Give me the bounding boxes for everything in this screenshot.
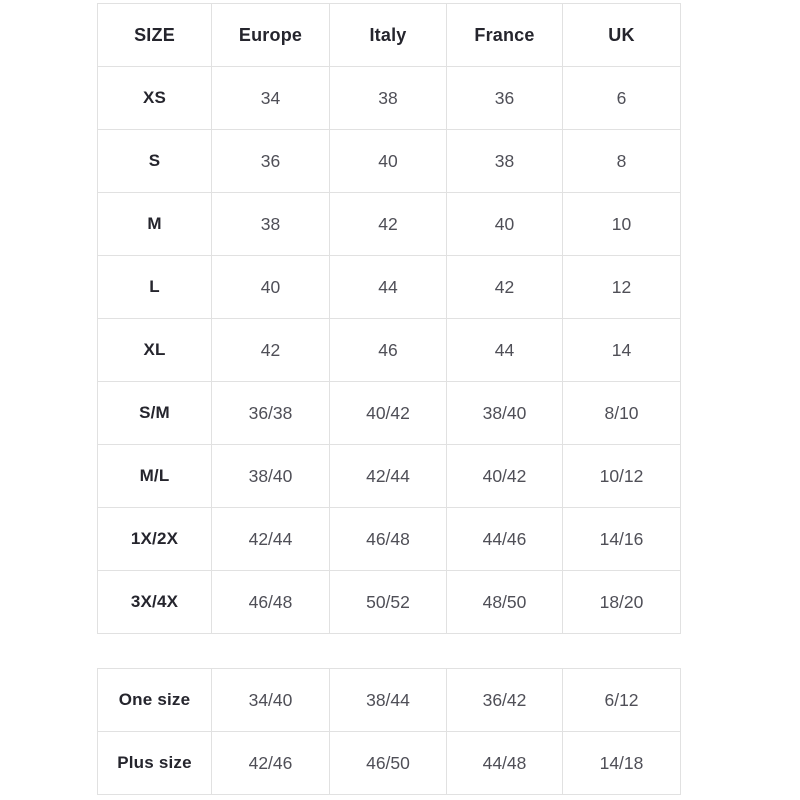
size-value: 10 bbox=[563, 193, 681, 256]
table-row bbox=[98, 319, 681, 382]
size-value: 38 bbox=[212, 193, 330, 256]
size-value: 40 bbox=[330, 130, 447, 193]
size-value: 6/12 bbox=[563, 669, 681, 732]
size-value: 46/50 bbox=[330, 732, 447, 795]
size-value: 44/46 bbox=[447, 508, 563, 571]
size-value: 40 bbox=[212, 256, 330, 319]
size-value: 8/10 bbox=[563, 382, 681, 445]
size-value: 42 bbox=[212, 319, 330, 382]
special-sizes-table-body bbox=[98, 669, 681, 795]
size-table-header bbox=[98, 4, 681, 67]
size-value: 46/48 bbox=[330, 508, 447, 571]
size-value: 42/44 bbox=[330, 445, 447, 508]
size-value: 38/40 bbox=[212, 445, 330, 508]
size-label: 3X/4X bbox=[98, 571, 212, 634]
size-value: 44 bbox=[330, 256, 447, 319]
size-label: Plus size bbox=[98, 732, 212, 795]
column-header: SIZE bbox=[98, 4, 212, 67]
table-row bbox=[98, 445, 681, 508]
column-header: France bbox=[447, 4, 563, 67]
size-value: 42/46 bbox=[212, 732, 330, 795]
size-value: 12 bbox=[563, 256, 681, 319]
size-value: 8 bbox=[563, 130, 681, 193]
table-row bbox=[98, 382, 681, 445]
size-value: 36/38 bbox=[212, 382, 330, 445]
size-value: 46 bbox=[330, 319, 447, 382]
size-value: 38/44 bbox=[330, 669, 447, 732]
size-value: 18/20 bbox=[563, 571, 681, 634]
size-value: 44 bbox=[447, 319, 563, 382]
size-value: 34/40 bbox=[212, 669, 330, 732]
size-value: 38 bbox=[330, 67, 447, 130]
size-label: XS bbox=[98, 67, 212, 130]
table-row bbox=[98, 571, 681, 634]
size-value: 42 bbox=[447, 256, 563, 319]
column-header: UK bbox=[563, 4, 681, 67]
size-label: M/L bbox=[98, 445, 212, 508]
table-row bbox=[98, 732, 681, 795]
size-label: S/M bbox=[98, 382, 212, 445]
size-value: 50/52 bbox=[330, 571, 447, 634]
size-value: 36 bbox=[447, 67, 563, 130]
size-value: 48/50 bbox=[447, 571, 563, 634]
size-value: 6 bbox=[563, 67, 681, 130]
table-row bbox=[98, 256, 681, 319]
size-value: 46/48 bbox=[212, 571, 330, 634]
size-value: 36 bbox=[212, 130, 330, 193]
size-value: 42/44 bbox=[212, 508, 330, 571]
table-row bbox=[98, 67, 681, 130]
size-value: 40 bbox=[447, 193, 563, 256]
column-header: Europe bbox=[212, 4, 330, 67]
size-value: 14 bbox=[563, 319, 681, 382]
size-value: 36/42 bbox=[447, 669, 563, 732]
size-label: L bbox=[98, 256, 212, 319]
size-value: 14/16 bbox=[563, 508, 681, 571]
table-row bbox=[98, 130, 681, 193]
size-label: 1X/2X bbox=[98, 508, 212, 571]
size-label: S bbox=[98, 130, 212, 193]
size-value: 42 bbox=[330, 193, 447, 256]
size-value: 14/18 bbox=[563, 732, 681, 795]
table-row bbox=[98, 193, 681, 256]
size-table-body bbox=[98, 67, 681, 634]
special-sizes-table bbox=[97, 668, 681, 795]
table-row bbox=[98, 669, 681, 732]
header-row bbox=[98, 4, 681, 67]
size-value: 44/48 bbox=[447, 732, 563, 795]
table-row bbox=[98, 508, 681, 571]
size-label: XL bbox=[98, 319, 212, 382]
size-label: M bbox=[98, 193, 212, 256]
size-value: 40/42 bbox=[330, 382, 447, 445]
size-value: 34 bbox=[212, 67, 330, 130]
size-value: 40/42 bbox=[447, 445, 563, 508]
size-conversion-table bbox=[97, 3, 681, 634]
size-value: 38/40 bbox=[447, 382, 563, 445]
size-label: One size bbox=[98, 669, 212, 732]
column-header: Italy bbox=[330, 4, 447, 67]
size-value: 38 bbox=[447, 130, 563, 193]
size-value: 10/12 bbox=[563, 445, 681, 508]
